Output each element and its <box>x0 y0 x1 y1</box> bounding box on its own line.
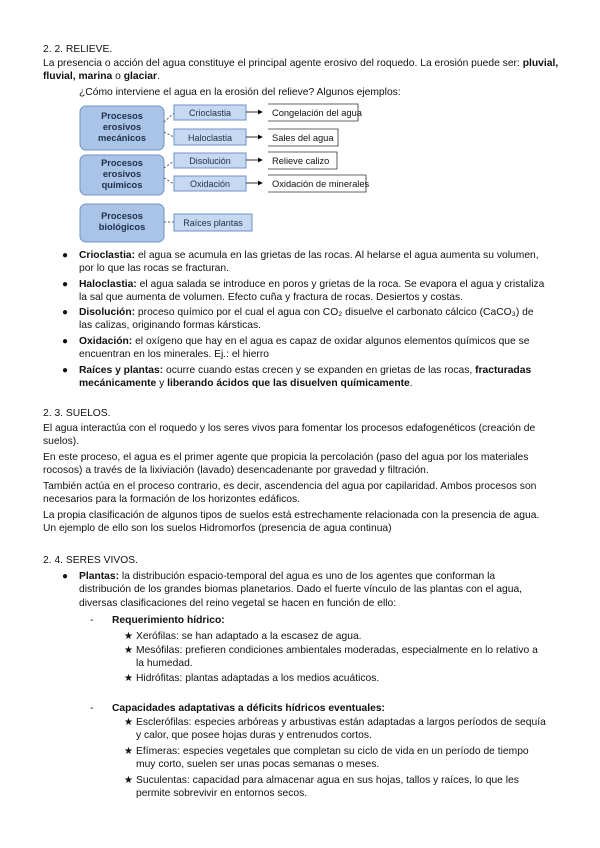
bullet-term: Haloclastia: <box>79 279 137 290</box>
bullet-icon: ● <box>62 307 69 318</box>
bullet-plantas <box>62 570 549 610</box>
bullet-disolucion <box>62 306 549 333</box>
bullet-haloclastia <box>62 278 549 305</box>
dash-icon: - <box>90 615 94 626</box>
bullet-term: Crioclastia: <box>79 250 136 261</box>
term-fluvial: fluvial <box>43 71 73 83</box>
star-icon: ★ <box>124 673 133 684</box>
bullet-text: ocurre cuando estas crecen y se expanden en grietas de las rocas, <box>163 365 476 376</box>
sublist-title: Capacidades adaptativas a déficits hídricos eventuales: <box>112 703 385 714</box>
suelos-paragraph: La propia clasificación de algunos tipos de suelos está estrechamente relacionada con la presencia de agua. Un ejemplo de ello son los suelos Hidromorfos (presencia de agua continua) <box>43 510 540 535</box>
dash-icon: - <box>90 703 94 714</box>
star-item: ★ Suculentas: capacidad para almacenar agua en sus hojas, tallos y raíces, lo que les permite sobrevivir en entornos secos. <box>124 775 519 800</box>
star-icon: ★ <box>124 775 133 786</box>
process-name: Disolución <box>189 156 231 166</box>
relieve-intro: La presencia o acción del agua constituye el principal agente erosivo del roquedo. La erosión puede ser: pluvial, fluvial, marina o glaciar. <box>43 58 559 83</box>
bullet-oxidacion <box>62 335 549 362</box>
bullet-bold: fracturadas mecánicamente <box>79 365 532 390</box>
result-text: Sales del agua <box>272 133 334 143</box>
sublist-capacidades <box>90 702 385 715</box>
suelos-paragraph: El agua interactúa con el roquedo y los seres vivos para fomentar los procesos edafogenéticos (creación de suelos). <box>43 423 536 448</box>
process-name: Haloclastia <box>187 133 233 143</box>
star-icon: ★ <box>124 717 133 728</box>
bullet-crioclastia <box>62 249 549 276</box>
bullet-bold: liberando ácidos que las disuelven químicamente <box>167 378 410 390</box>
section-heading-relieve: 2. 2. RELIEVE. <box>43 44 113 55</box>
word-o: o <box>115 71 121 83</box>
bullet-icon: ● <box>62 336 69 347</box>
bullet-icon: ● <box>62 365 69 376</box>
bullet-icon: ● <box>62 250 69 261</box>
suelos-paragraph: También actúa en el proceso contrario, es decir, ascendencia del agua por capilaridad. Ambos procesos son necesarios para la formación de los horizontes edáficos. <box>43 481 537 506</box>
suelos-paragraph: En este proceso, el agua es el primer agente que propicia la percolación (paso del agua por los materiales rocosos) a través de la lixiviación (lavado) desencadenante por gravedad y filtración. <box>43 452 529 477</box>
star-item: ★ Mesófilas: prefieren condiciones ambientales moderadas, especialmente en lo relativo a la humedad. <box>124 645 538 670</box>
sublist-requerimiento <box>90 614 225 627</box>
result-text: Oxidación de minerales <box>272 179 370 189</box>
star-item: ★ Esclerófilas: especies arbóreas y arbustivas están adaptadas a largos períodos de sequía y calor, que posee hojas duras y entrenudos cortos. <box>124 717 546 742</box>
group-label-line: biológicos <box>98 222 146 232</box>
star-icon: ★ <box>124 631 133 642</box>
term-glaciar: glaciar <box>123 71 157 83</box>
result-text: Relieve calizo <box>272 156 330 166</box>
sublist-title: Requerimiento hídrico: <box>112 615 225 626</box>
star-item: ★ Hidrófitas: plantas adaptadas a los medios acuáticos. <box>124 673 380 684</box>
process-name: Crioclastia <box>188 108 232 118</box>
bullet-text: la distribución espacio-temporal del agua es uno de los agentes que conforman la distribución de los grandes biomas planetarios. Dado el fuerte vínculo de las plantas con el agua, diversas clasificaciones del reino vegetal se hacen en función de ello: <box>79 571 523 609</box>
group-label-line: químicos <box>101 180 143 190</box>
bullet-text: el agua se acumula en las grietas de las rocas. Al helarse el agua aumenta su volumen, por lo que las rocas se fracturan. <box>79 250 539 275</box>
group-label-line: Procesos <box>101 111 143 121</box>
star-icon: ★ <box>124 746 133 757</box>
bullet-term: Plantas: <box>79 571 120 582</box>
group-label-line: mecánicos <box>97 133 147 143</box>
process-name: Raíces plantas <box>183 218 243 228</box>
star-item: ★ Efímeras: especies vegetales que completan su ciclo de vida en un período de tiempo muy corto, suelen ser unas pocas semanas o meses. <box>124 746 529 771</box>
group-label-line: erosivos <box>102 122 142 132</box>
relieve-question: ¿Cómo interviene el agua en la erosión del relieve? Algunos ejemplos: <box>79 87 401 98</box>
section-heading-seres: 2. 4. SERES VIVOS. <box>43 555 138 566</box>
bullet-raices: ● Raíces y plantas: ocurre cuando estas crecen y se expanden en grietas de las rocas, fracturadas mecánicamente y liberando ácidos que las disuelven químicamente. <box>62 365 532 390</box>
bullet-icon: ● <box>62 571 69 582</box>
group-label-line: Procesos <box>101 158 143 168</box>
process-name: Oxidación <box>189 179 231 189</box>
bullet-text: el oxígeno que hay en el agua es capaz de oxidar algunos elementos químicos que se encuentran en los minerales. Ej.: el hierro <box>79 336 530 361</box>
group-label-line: Procesos <box>101 211 143 221</box>
bullet-text: proceso químico por el cual el agua con CO₂ disuelve el carbonato cálcico (CaCO₃) de las calizas, originando formas kársticas. <box>79 307 534 332</box>
bullet-term: Raíces y plantas: <box>79 365 164 376</box>
star-item: ★ Xerófilas: se han adaptado a la escasez de agua. <box>124 631 362 642</box>
bullet-term: Oxidación: <box>79 336 133 347</box>
result-text: Congelación del agua <box>272 108 362 118</box>
section-heading-suelos: 2. 3. SUELOS. <box>43 408 111 419</box>
term-marina: marina <box>78 71 113 83</box>
star-icon: ★ <box>124 645 133 656</box>
term-pluvial: pluvial <box>522 58 556 69</box>
relieve-intro-text: La presencia o acción del agua constituye el principal agente erosivo del roquedo. La erosión puede ser: <box>43 58 520 69</box>
group-label-line: erosivos <box>102 169 142 179</box>
bullet-icon: ● <box>62 279 69 290</box>
bullet-text: el agua salada se introduce en poros y grietas de la roca. Se evapora el agua y cristaliza la sal que aumenta de volumen. Efecto cuña y fractura de rocas. Desiertos y costas. <box>79 279 545 304</box>
bullet-term: Disolución: <box>79 307 136 318</box>
